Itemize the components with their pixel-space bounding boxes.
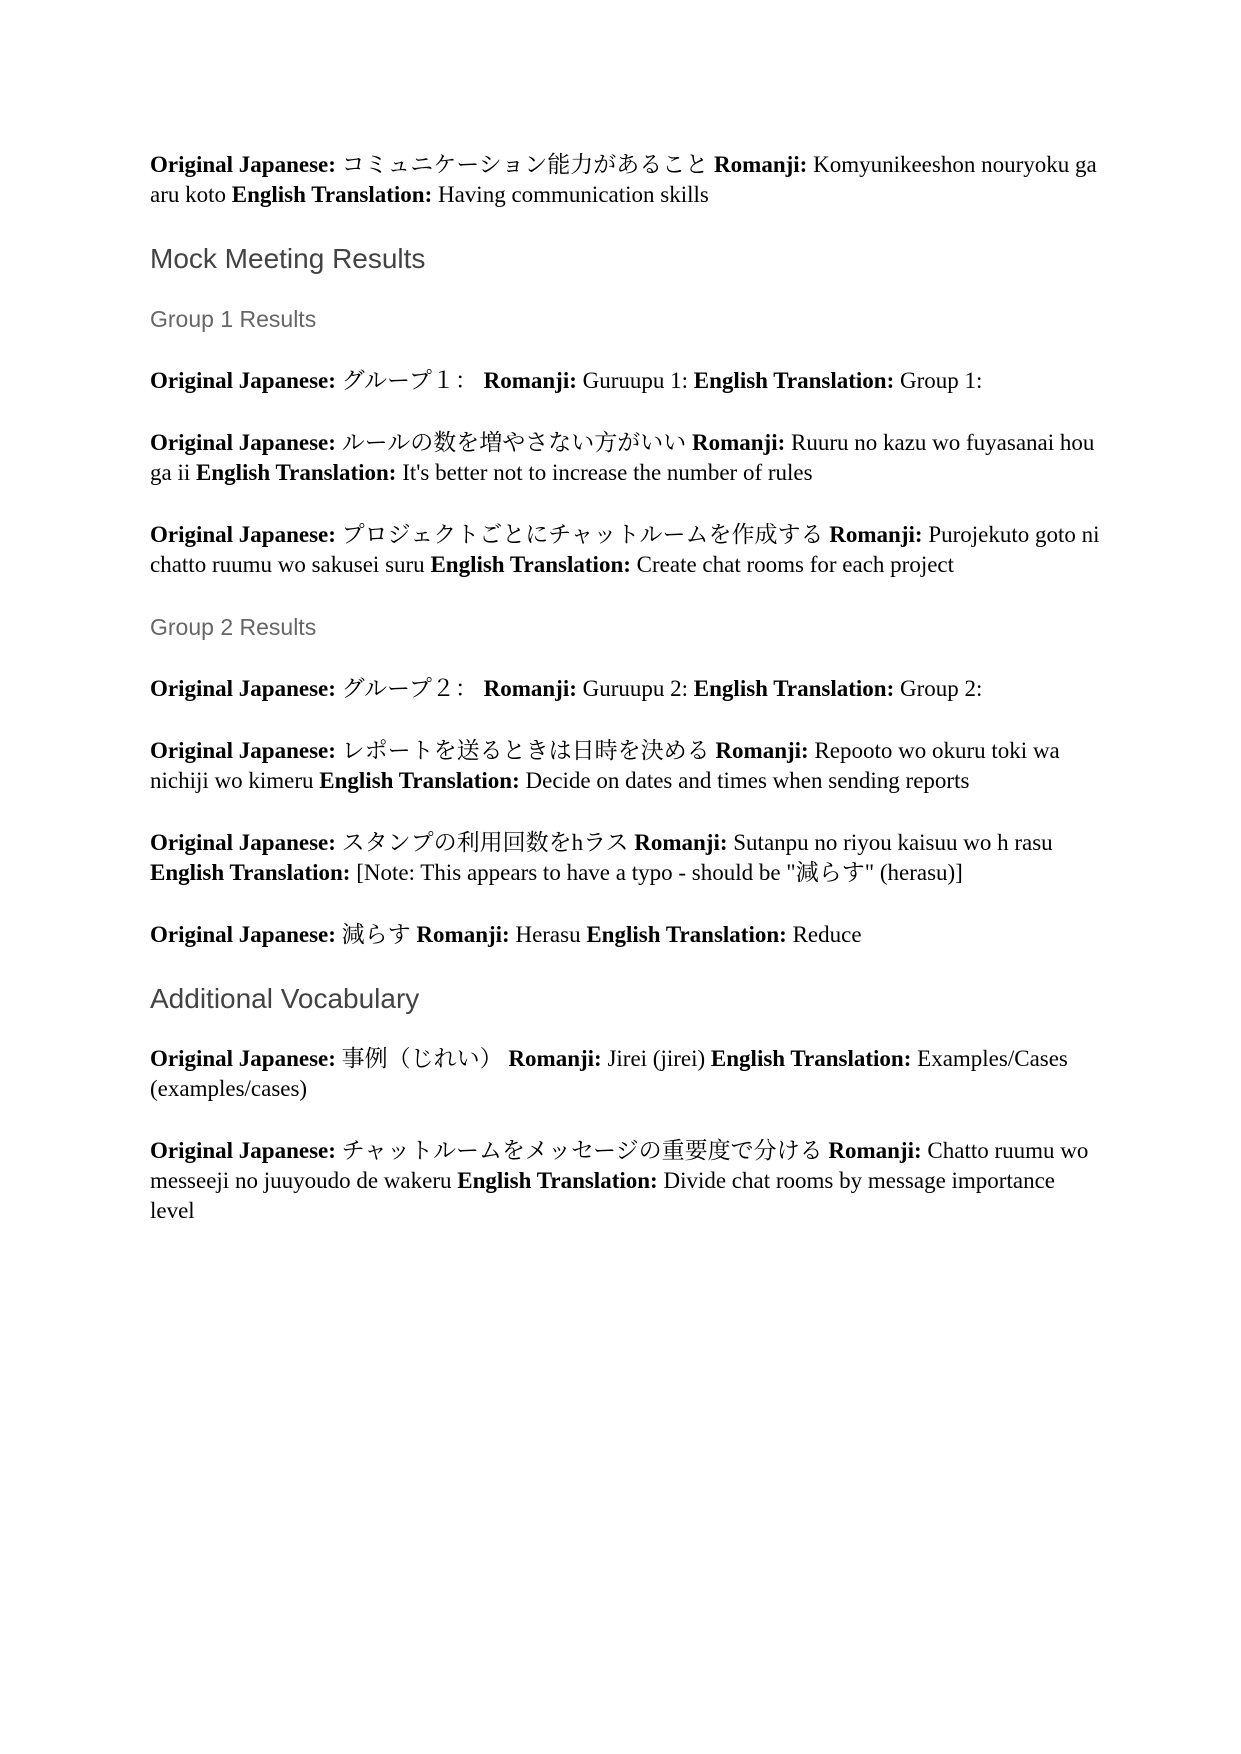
japanese-text: プロジェクトごとにチャットルームを作成する (341, 522, 824, 547)
japanese-label: Original Japanese: (150, 522, 336, 547)
japanese-text: コミュニケーション能力があること (341, 152, 709, 177)
english-text: Create chat rooms for each project (636, 552, 955, 577)
japanese-label: Original Japanese: (150, 830, 336, 855)
english-text: Having communication skills (437, 182, 709, 207)
vocab-entry (150, 828, 1100, 888)
vocab-entry (150, 920, 1100, 950)
vocab-entry (150, 1044, 1100, 1104)
romanji-text: Repooto wo okuru toki wa nichiji wo kimeru (150, 738, 1060, 793)
romanji-label: Romanji: (634, 830, 728, 855)
vocab-entry (150, 674, 1100, 704)
section-heading-mock-meeting: Mock Meeting Results (150, 243, 426, 274)
japanese-text: ルールの数を増やさない方がいい (341, 430, 687, 455)
romanji-label: Romanji: (483, 676, 577, 701)
english-text: Examples/Cases (examples/cases) (150, 1046, 1068, 1101)
english-label: English Translation: (196, 460, 397, 485)
english-text: Reduce (792, 922, 862, 947)
english-label: English Translation: (693, 368, 895, 393)
japanese-text: 減らす (341, 922, 411, 947)
romanji-text: Ruuru no kazu wo fuyasanai hou ga ii (150, 430, 1095, 485)
vocab-entry (150, 520, 1100, 580)
subheading-group-1: Group 1 Results (150, 306, 317, 332)
english-label: English Translation: (231, 182, 433, 207)
vocab-entry (150, 366, 1100, 396)
vocab-entry (150, 150, 1100, 210)
romanji-text: Purojekuto goto ni chatto ruumu wo sakusei suru (150, 522, 1100, 577)
english-text: Decide on dates and times when sending reports (525, 768, 970, 793)
english-label: English Translation: (586, 922, 787, 947)
vocab-entry (150, 736, 1100, 796)
section-heading-additional-vocabulary: Additional Vocabulary (150, 983, 420, 1014)
japanese-text: チャットルームをメッセージの重要度で分ける (341, 1138, 823, 1163)
romanji-label: Romanji: (691, 430, 786, 455)
romanji-label: Romanji: (508, 1046, 602, 1071)
romanji-text: Komyunikeeshon nouryoku ga aru koto (150, 152, 1097, 207)
romanji-label: Romanji: (714, 152, 808, 177)
romanji-text: Herasu (515, 922, 581, 947)
romanji-text: Chatto ruumu wo messeeji no juuyoudo de wakeru (150, 1138, 1089, 1193)
japanese-label: Original Japanese: (150, 1046, 336, 1071)
japanese-text: 事例（じれい） (341, 1046, 503, 1071)
japanese-label: Original Japanese: (150, 1138, 336, 1163)
english-text: Divide chat rooms by message importance level (150, 1168, 1055, 1223)
romanji-text: Sutanpu no riyou kaisuu wo h rasu (733, 830, 1053, 855)
vocab-entry (150, 428, 1100, 488)
vocab-entry (150, 1136, 1100, 1226)
japanese-label: Original Japanese: (150, 922, 336, 947)
japanese-label: Original Japanese: (150, 368, 336, 393)
japanese-label: Original Japanese: (150, 738, 336, 763)
japanese-label: Original Japanese: (150, 676, 336, 701)
english-label: English Translation: (319, 768, 520, 793)
romanji-label: Romanji: (715, 738, 809, 763)
romanji-label: Romanji: (829, 522, 923, 547)
japanese-text: レポートを送るときは日時を決める (341, 738, 710, 763)
romanji-label: Romanji: (483, 368, 577, 393)
romanji-text: Jirei (jirei) (607, 1046, 706, 1071)
romanji-label: Romanji: (828, 1138, 922, 1163)
romanji-label: Romanji: (416, 922, 510, 947)
english-text: Group 1: (900, 368, 983, 393)
japanese-text: グループ１： (341, 368, 478, 393)
english-label: English Translation: (693, 676, 895, 701)
document-page (150, 150, 1100, 1258)
romanji-text: Guruupu 2: (582, 676, 689, 701)
english-text: [Note: This appears to have a typo - should be "減らす" (herasu)] (356, 860, 963, 885)
japanese-text: スタンプの利用回数をhラス (341, 830, 629, 855)
japanese-label: Original Japanese: (150, 152, 336, 177)
japanese-text: グループ２： (341, 676, 478, 701)
english-text: Group 2: (900, 676, 983, 701)
japanese-label: Original Japanese: (150, 430, 336, 455)
romanji-text: Guruupu 1: (582, 368, 689, 393)
subheading-group-2: Group 2 Results (150, 614, 317, 640)
english-label: English Translation: (430, 552, 631, 577)
english-label: English Translation: (150, 860, 351, 885)
english-label: English Translation: (710, 1046, 912, 1071)
english-label: English Translation: (457, 1168, 658, 1193)
english-text: It's better not to increase the number of rules (402, 460, 813, 485)
